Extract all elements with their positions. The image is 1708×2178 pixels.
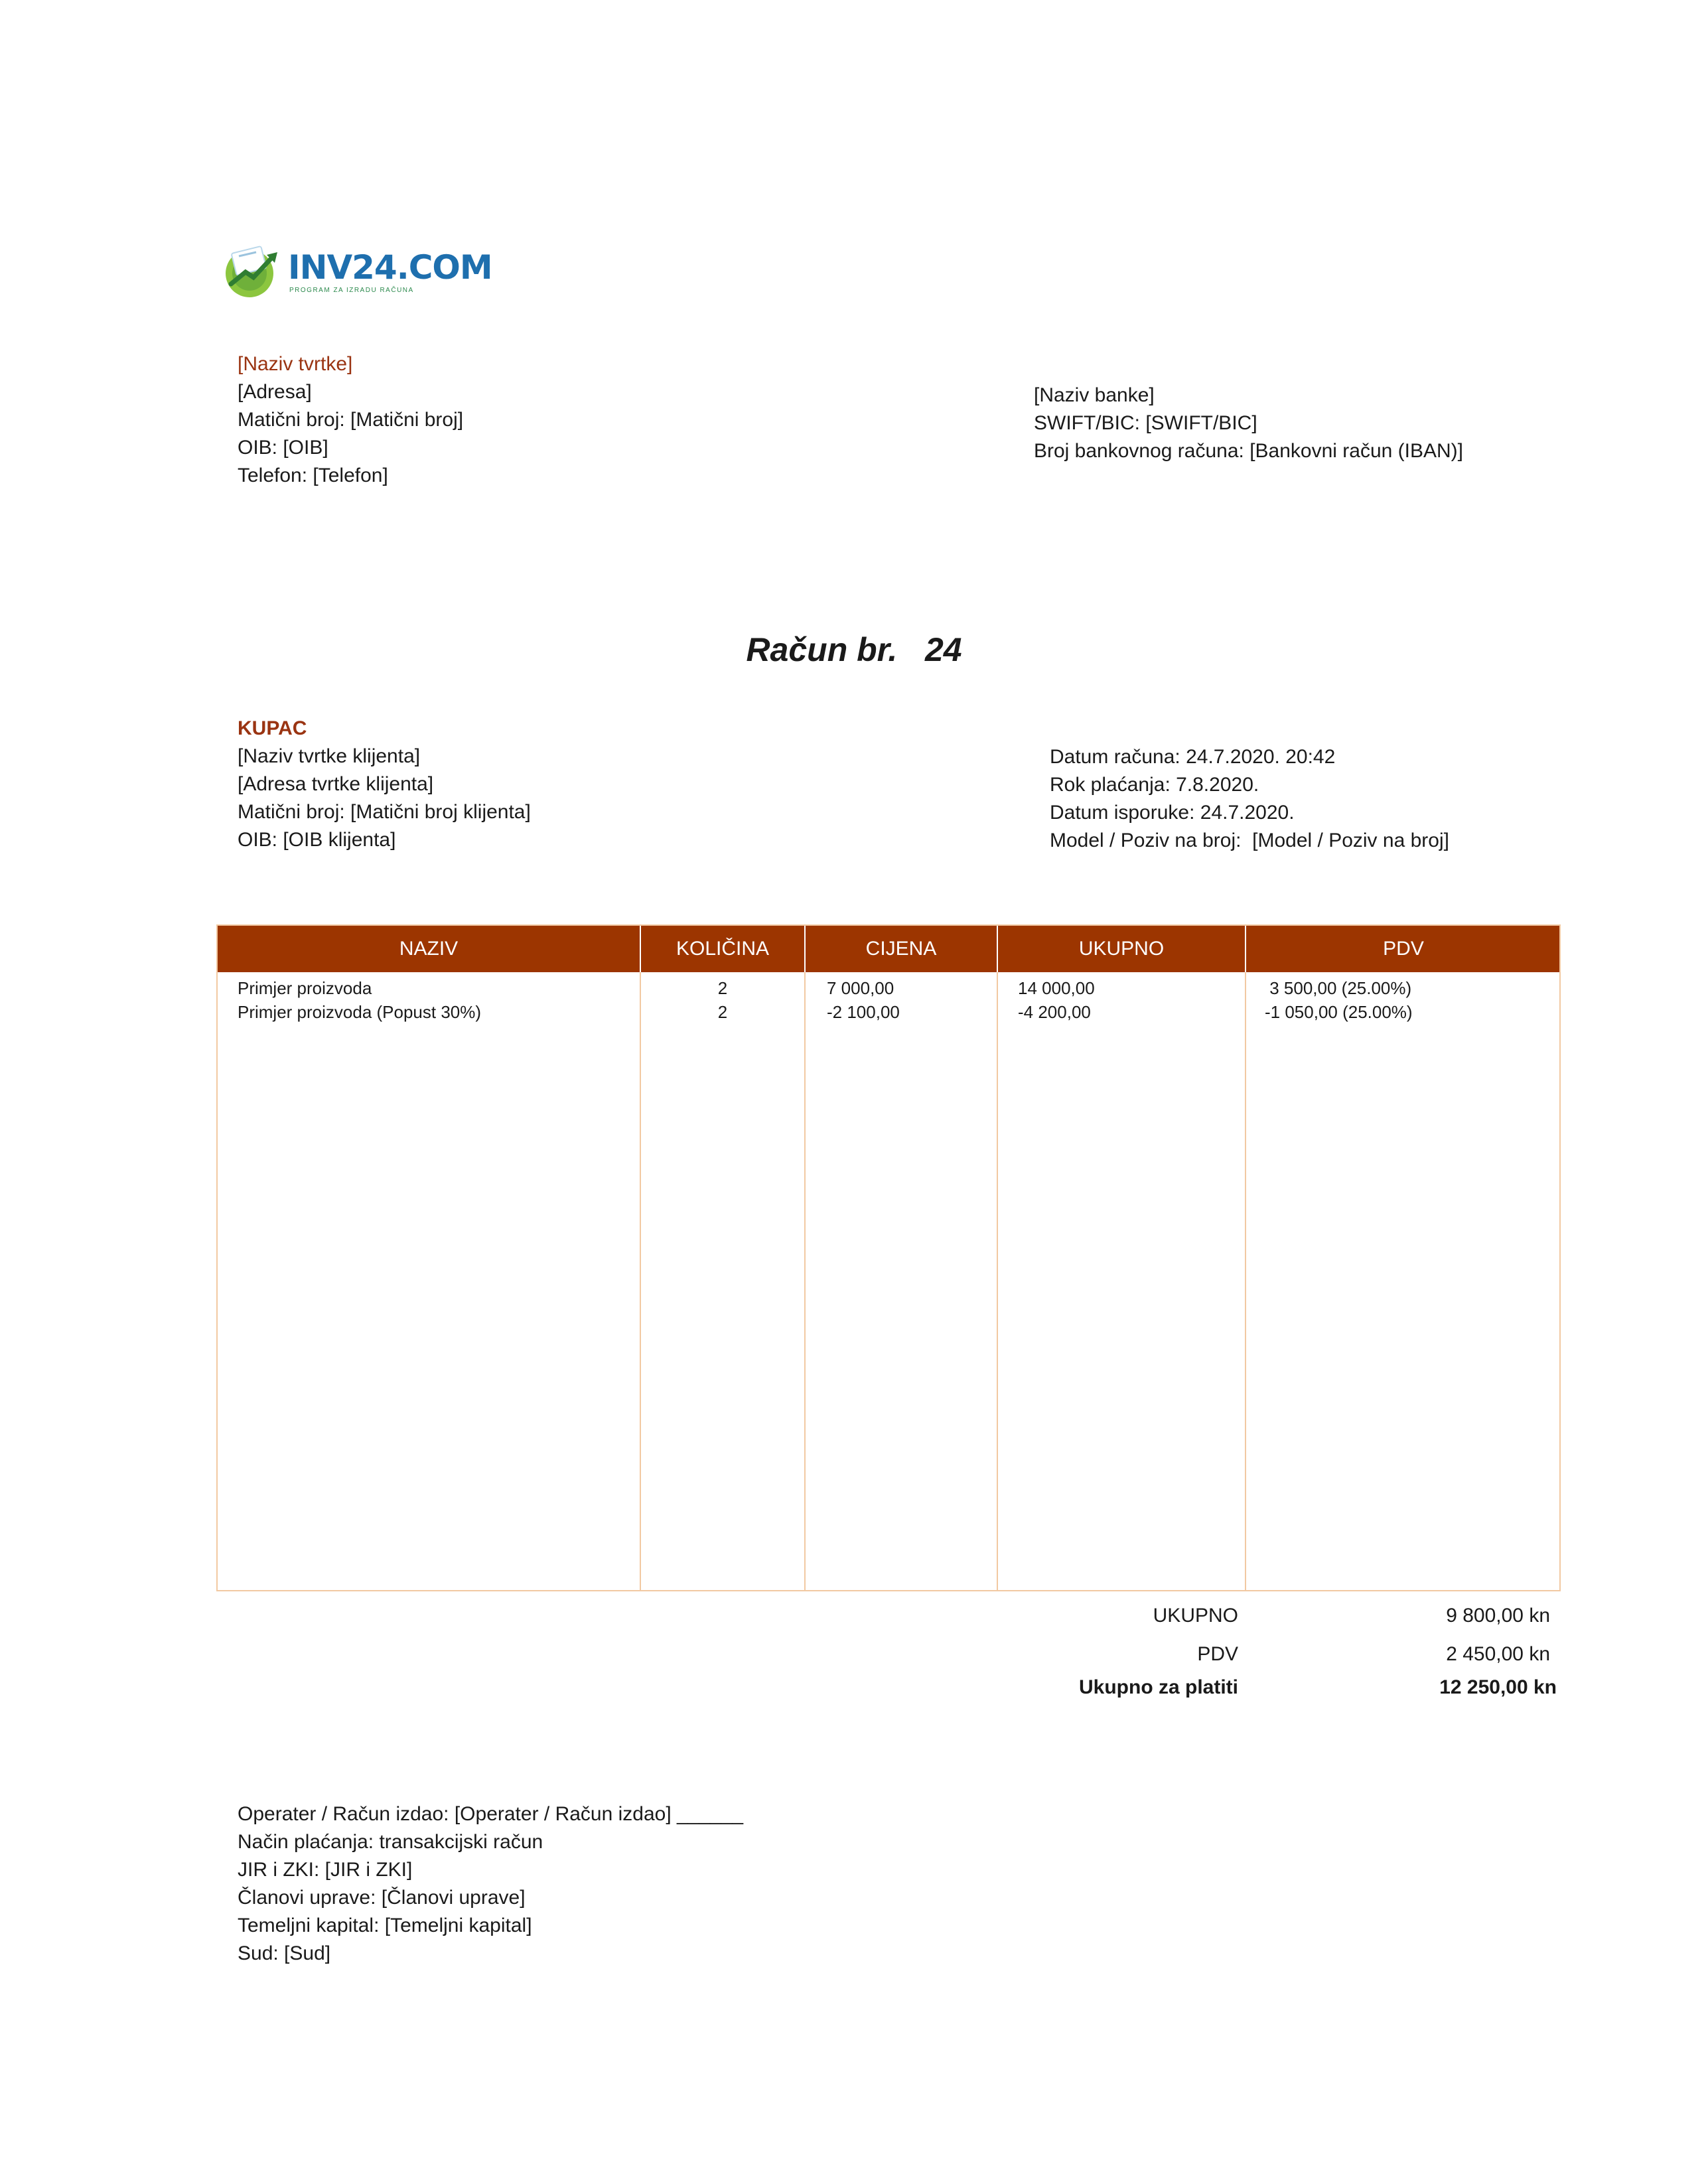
row-cijena: -2 100,00 — [827, 1002, 900, 1022]
row-kolicina: 2 — [717, 1002, 728, 1022]
seller-oib: OIB: [OIB] — [238, 437, 328, 459]
footer-court: Sud: [Sud] — [238, 1942, 331, 1964]
footer-payment-method: Način plaćanja: transakcijski račun — [238, 1831, 543, 1853]
footer-jir-zki: JIR i ZKI: [JIR i ZKI] — [238, 1859, 413, 1881]
header-kolicina: KOLIČINA — [676, 938, 770, 960]
subtotal-label: UKUPNO — [1153, 1605, 1238, 1627]
logo-mark-icon — [219, 240, 285, 300]
seller-reg-number: Matični broj: [Matični broj] — [238, 409, 464, 431]
bank-account: Broj bankovnog računa: [Bankovni račun (IBAN)] — [1034, 440, 1464, 462]
header-divider — [997, 926, 998, 972]
row-pdv: 3 500,00 (25.00%) — [1265, 978, 1412, 998]
logo-tagline: PROGRAM ZA IZRADU RAČUNA — [289, 287, 414, 294]
row-naziv: Primjer proizvoda (Popust 30%) — [238, 1002, 482, 1022]
due-date: Rok plaćanja: 7.8.2020. — [1050, 774, 1259, 796]
vat-label: PDV — [1197, 1643, 1238, 1665]
seller-phone: Telefon: [Telefon] — [238, 465, 388, 486]
seller-name: [Naziv tvrtke] — [238, 353, 353, 375]
row-naziv: Primjer proizvoda — [238, 978, 372, 998]
column-divider — [1245, 926, 1246, 1590]
seller-address: [Adresa] — [238, 381, 312, 403]
bank-name: [Naziv banke] — [1034, 384, 1155, 406]
grand-total-label: Ukupno za platiti — [1079, 1676, 1238, 1698]
header-divider — [640, 926, 641, 972]
logo-text: INV24.COM — [288, 248, 492, 287]
buyer-reg-number: Matični broj: [Matični broj klijenta] — [238, 801, 531, 823]
company-logo — [219, 240, 492, 300]
subtotal-value: 9 800,00 kn — [1446, 1605, 1550, 1627]
header-naziv: NAZIV — [399, 938, 459, 960]
invoice-footer — [238, 1800, 743, 1968]
header-pdv: PDV — [1383, 938, 1424, 960]
buyer-name: [Naziv tvrtke klijenta] — [238, 745, 421, 767]
invoice-date: Datum računa: 24.7.2020. 20:42 — [1050, 746, 1336, 768]
bank-info — [1034, 382, 1463, 465]
column-divider — [997, 926, 998, 1590]
column-divider — [640, 926, 641, 1590]
delivery-date: Datum isporuke: 24.7.2020. — [1050, 802, 1295, 824]
row-cijena: 7 000,00 — [827, 978, 894, 998]
invoice-dates — [1050, 743, 1449, 855]
table-header — [218, 926, 1559, 972]
items-table — [216, 924, 1561, 1591]
vat-value: 2 450,00 kn — [1446, 1643, 1550, 1665]
footer-operator: Operater / Račun izdao: [Operater / Račun izdao] ______ — [238, 1803, 744, 1825]
header-divider — [1245, 926, 1246, 972]
row-pdv: -1 050,00 (25.00%) — [1265, 1002, 1413, 1022]
header-cijena: CIJENA — [865, 938, 937, 960]
payment-reference: Model / Poziv na broj: [Model / Poziv na broj] — [1050, 830, 1449, 851]
header-divider — [804, 926, 806, 972]
buyer-oib: OIB: [OIB klijenta] — [238, 829, 396, 851]
buyer-info — [238, 715, 531, 854]
row-kolicina: 2 — [717, 978, 728, 998]
buyer-address: [Adresa tvrtke klijenta] — [238, 773, 434, 795]
bank-swift: SWIFT/BIC: [SWIFT/BIC] — [1034, 412, 1257, 434]
footer-board: Članovi uprave: [Članovi uprave] — [238, 1887, 526, 1909]
seller-info — [238, 350, 463, 490]
header-ukupno: UKUPNO — [1078, 938, 1165, 960]
column-divider — [804, 926, 806, 1590]
row-ukupno: -4 200,00 — [1018, 1002, 1091, 1022]
footer-capital: Temeljni kapital: [Temeljni kapital] — [238, 1915, 532, 1936]
buyer-heading: KUPAC — [238, 717, 307, 739]
grand-total-value: 12 250,00 kn — [1439, 1676, 1557, 1698]
row-ukupno: 14 000,00 — [1018, 978, 1095, 998]
invoice-title: Račun br. 24 — [746, 631, 962, 668]
